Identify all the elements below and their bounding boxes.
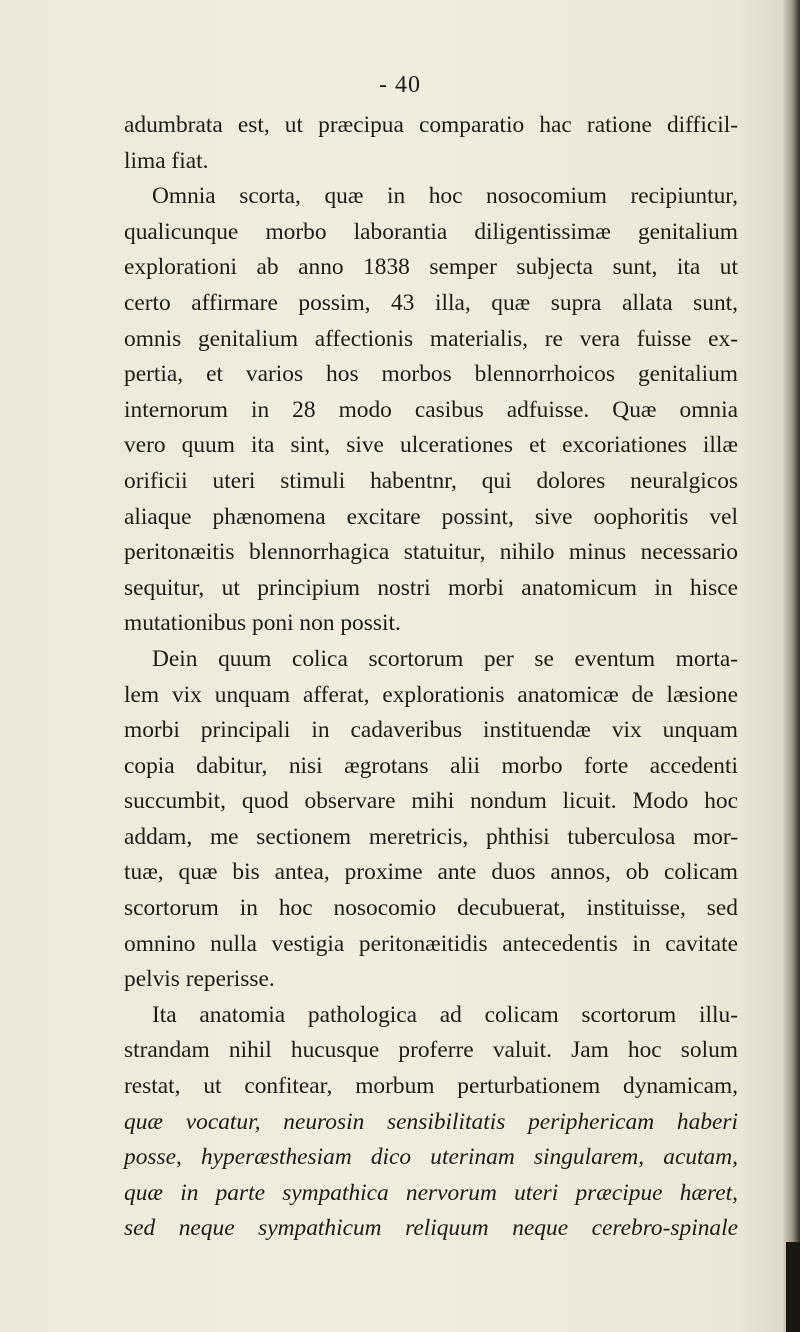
text-line: qualicunque morbo laborantia diligentissimæ genitalium: [124, 218, 738, 245]
text-line: lem vix unquam afferat, explorationis anatomicæ de læsione: [124, 681, 738, 708]
text-line: quæ vocatur, neurosin sensibilitatis periphericam haberi: [124, 1108, 738, 1135]
text-line: aliaque phænomena excitare possint, sive oophoritis vel: [124, 503, 738, 530]
body-text: [124, 108, 738, 1247]
text-line: peritonæitis blennorrhagica statuitur, nihilo minus necessario: [124, 539, 738, 566]
text-line: pertia, et varios hos morbos blennorrhoicos genitalium: [124, 361, 738, 388]
text-line: tuæ, quæ bis antea, proxime ante duos annos, ob colicam: [124, 859, 738, 886]
text-line: vero quum ita sint, sive ulcerationes et excoriationes illæ: [124, 432, 738, 459]
text-line: omnino nulla vestigia peritonæitidis antecedentis in cavitate: [124, 930, 738, 957]
text-line: posse, hyperæsthesiam dico uterinam singularem, acutam,: [124, 1144, 738, 1171]
text-line: explorationi ab anno 1838 semper subjecta sunt, ita ut: [124, 254, 738, 281]
text-line: sed neque sympathicum reliquum neque cerebro-spinale: [124, 1215, 738, 1242]
text-line: succumbit, quod observare mihi nondum licuit. Modo hoc: [124, 788, 738, 815]
text-line: sequitur, ut principium nostri morbi anatomicum in hisce: [124, 574, 738, 601]
text-line: Omnia scorta, quæ in hoc nosocomium recipiuntur,: [152, 183, 738, 210]
binding-mark: [786, 1242, 800, 1332]
text-line: orificii uteri stimuli habentnr, qui dolores neuralgicos: [124, 467, 738, 494]
text-line: adumbrata est, ut præcipua comparatio hac ratione difficil-: [124, 112, 738, 138]
text-line: restat, ut confitear, morbum perturbationem dynamicam,: [124, 1073, 738, 1100]
text-line: scortorum in hoc nosocomio decubuerat, instituisse, sed: [124, 895, 738, 922]
text-line: Dein quum colica scortorum per se eventum morta-: [152, 645, 738, 672]
text-line: mutationibus poni non possit.: [124, 610, 401, 637]
page-edge-shadow: [782, 0, 800, 1332]
text-line: morbi principali in cadaveribus instituendæ vix unquam: [124, 717, 738, 744]
text-line: Ita anatomia pathologica ad colicam scortorum illu-: [152, 1001, 738, 1028]
text-line: internorum in 28 modo casibus adfuisse. Quæ omnia: [124, 396, 738, 423]
text-line: lima fiat.: [124, 147, 209, 174]
text-line: addam, me sectionem meretricis, phthisi tuberculosa mor-: [124, 823, 738, 850]
page-number: - 40: [379, 72, 421, 98]
text-line: certo affirmare possim, 43 illa, quæ supra allata sunt,: [124, 289, 738, 316]
text-line: quæ in parte sympathica nervorum uteri præcipue hæret,: [124, 1179, 738, 1206]
text-line: omnis genitalium affectionis materialis, re vera fuisse ex-: [124, 325, 738, 352]
text-line: strandam nihil hucusque proferre valuit. Jam hoc solum: [124, 1037, 738, 1064]
text-line: pelvis reperisse.: [124, 966, 275, 993]
text-line: copia dabitur, nisi ægrotans alii morbo forte accedenti: [124, 752, 738, 779]
